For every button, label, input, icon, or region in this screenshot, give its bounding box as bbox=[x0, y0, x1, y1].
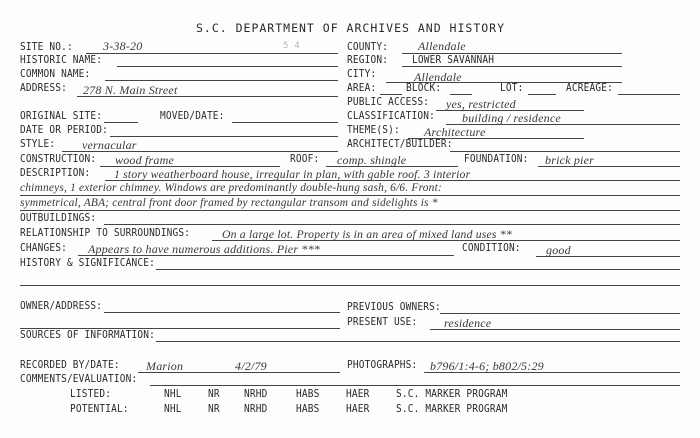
region-value: LOWER SAVANNAH bbox=[412, 53, 495, 66]
theme-label: THEME(S): bbox=[347, 123, 400, 136]
acreage-underline bbox=[618, 94, 680, 95]
present-use-value: residence bbox=[444, 316, 492, 330]
theme-value: Architecture bbox=[424, 125, 486, 139]
relationship-underline bbox=[212, 240, 680, 241]
site-no-underline bbox=[86, 53, 338, 54]
condition-underline bbox=[536, 256, 680, 257]
listed-nr: NR bbox=[208, 387, 220, 400]
architect-label: ARCHITECT/BUILDER: bbox=[347, 137, 453, 150]
area-label: AREA: bbox=[347, 81, 377, 94]
potential-habs: HABS bbox=[296, 402, 320, 415]
style-value: vernacular bbox=[82, 138, 137, 152]
previous-owners-underline bbox=[440, 313, 680, 314]
original-site-label: ORIGINAL SITE: bbox=[20, 109, 103, 122]
recorded-label: RECORDED BY/DATE: bbox=[20, 358, 120, 371]
owner-address-label: OWNER/ADDRESS: bbox=[20, 299, 103, 312]
listed-sc-marker: S.C. MARKER PROGRAM bbox=[396, 387, 508, 400]
address-label: ADDRESS: bbox=[20, 81, 67, 94]
site-no-label: SITE NO.: bbox=[20, 40, 73, 53]
listed-nhl: NHL bbox=[164, 387, 182, 400]
roof-value: comp. shingle bbox=[337, 153, 407, 167]
foundation-label: FOUNDATION: bbox=[464, 152, 529, 165]
listed-haer: HAER bbox=[346, 387, 370, 400]
original-site-underline bbox=[104, 122, 138, 123]
changes-value: Appears to have numerous additions. Pier *** bbox=[88, 242, 321, 256]
construction-label: CONSTRUCTION: bbox=[20, 152, 97, 165]
lot-label: LOT: bbox=[500, 81, 524, 94]
photographs-value: b796/1:4-6; b802/5:29 bbox=[430, 359, 544, 373]
block-underline bbox=[450, 94, 472, 95]
date-period-label: DATE OR PERIOD: bbox=[20, 123, 109, 136]
comments-label: COMMENTS/EVALUATION: bbox=[20, 372, 138, 385]
common-name-underline bbox=[105, 80, 338, 81]
address-value: 278 N. Main Street bbox=[83, 83, 178, 97]
city-label: CITY: bbox=[347, 67, 377, 80]
description-underline-2 bbox=[20, 195, 680, 196]
description-line-3: symmetrical, ABA; central front door framed by rectangular transom and sidelights is * bbox=[20, 197, 438, 209]
present-use-underline bbox=[430, 329, 680, 330]
roof-underline bbox=[326, 166, 458, 167]
potential-haer: HAER bbox=[346, 402, 370, 415]
site-no-value: 3-38-20 bbox=[103, 39, 143, 53]
description-label: DESCRIPTION: bbox=[20, 166, 91, 179]
potential-nr: NR bbox=[208, 402, 220, 415]
potential-nhl: NHL bbox=[164, 402, 182, 415]
address-underline bbox=[77, 96, 338, 97]
foundation-underline bbox=[538, 166, 680, 167]
description-line-2: chimneys, 1 exterior chimney. Windows are predominantly double-hung sash, 6/6. Front: bbox=[20, 182, 442, 194]
construction-underline bbox=[100, 166, 280, 167]
faint-mark: 5 4 bbox=[283, 41, 300, 51]
recorded-date: 4/2/79 bbox=[235, 359, 267, 373]
potential-nrhd: NRHD bbox=[244, 402, 268, 415]
county-label: COUNTY: bbox=[347, 40, 389, 53]
description-line-1: 1 story weatherboard house, irregular in plan, with gable roof. 3 interior bbox=[114, 168, 471, 181]
region-underline bbox=[402, 66, 622, 67]
sources-label: SOURCES OF INFORMATION: bbox=[20, 328, 155, 341]
recorded-underline bbox=[138, 372, 340, 373]
lot-underline bbox=[528, 94, 556, 95]
common-name-label: COMMON NAME: bbox=[20, 67, 91, 80]
foundation-value: brick pier bbox=[545, 153, 594, 167]
comments-underline bbox=[150, 385, 680, 386]
description-underline-1 bbox=[105, 180, 680, 181]
outbuildings-underline bbox=[104, 224, 680, 225]
construction-value: wood frame bbox=[115, 153, 174, 167]
recorded-name: Marion bbox=[146, 359, 184, 373]
roof-label: ROOF: bbox=[290, 152, 320, 165]
acreage-label: ACREAGE: bbox=[566, 81, 613, 94]
present-use-label: PRESENT USE: bbox=[347, 315, 418, 328]
photographs-underline bbox=[424, 372, 680, 373]
listed-label: LISTED: bbox=[70, 387, 112, 400]
sources-underline bbox=[156, 341, 680, 342]
public-access-value: yes, restricted bbox=[446, 97, 516, 111]
historic-name-underline bbox=[117, 66, 338, 67]
potential-label: POTENTIAL: bbox=[70, 402, 129, 415]
classification-value: building / residence bbox=[462, 111, 561, 125]
outbuildings-label: OUTBUILDINGS: bbox=[20, 211, 97, 224]
photographs-label: PHOTOGRAPHS: bbox=[347, 358, 418, 371]
history-underline-2 bbox=[20, 285, 680, 286]
date-period-underline bbox=[110, 136, 338, 137]
condition-label: CONDITION: bbox=[462, 241, 521, 254]
relationship-label: RELATIONSHIP TO SURROUNDINGS: bbox=[20, 226, 191, 239]
classification-label: CLASSIFICATION: bbox=[347, 109, 436, 122]
block-label: BLOCK: bbox=[406, 81, 442, 94]
public-access-label: PUBLIC ACCESS: bbox=[347, 95, 430, 108]
previous-owners-label: PREVIOUS OWNERS: bbox=[347, 300, 441, 313]
description-underline-3 bbox=[20, 210, 680, 211]
history-underline-1 bbox=[156, 269, 680, 270]
listed-habs: HABS bbox=[296, 387, 320, 400]
historic-name-label: HISTORIC NAME: bbox=[20, 53, 103, 66]
owner-address-underline bbox=[104, 312, 340, 313]
city-value: Allendale bbox=[414, 70, 462, 84]
potential-sc-marker: S.C. MARKER PROGRAM bbox=[396, 402, 508, 415]
county-value: Allendale bbox=[418, 39, 466, 53]
moved-date-label: MOVED/DATE: bbox=[160, 109, 225, 122]
card-title: S.C. DEPARTMENT OF ARCHIVES AND HISTORY bbox=[196, 21, 506, 35]
style-label: STYLE: bbox=[20, 137, 56, 150]
listed-nrhd: NRHD bbox=[244, 387, 268, 400]
condition-value: good bbox=[546, 243, 571, 257]
relationship-value: On a large lot. Property is in an area of mixed land uses ** bbox=[222, 228, 512, 241]
moved-date-underline bbox=[232, 122, 338, 123]
region-label: REGION: bbox=[347, 53, 389, 66]
history-label: HISTORY & SIGNIFICANCE: bbox=[20, 256, 155, 269]
changes-label: CHANGES: bbox=[20, 241, 67, 254]
